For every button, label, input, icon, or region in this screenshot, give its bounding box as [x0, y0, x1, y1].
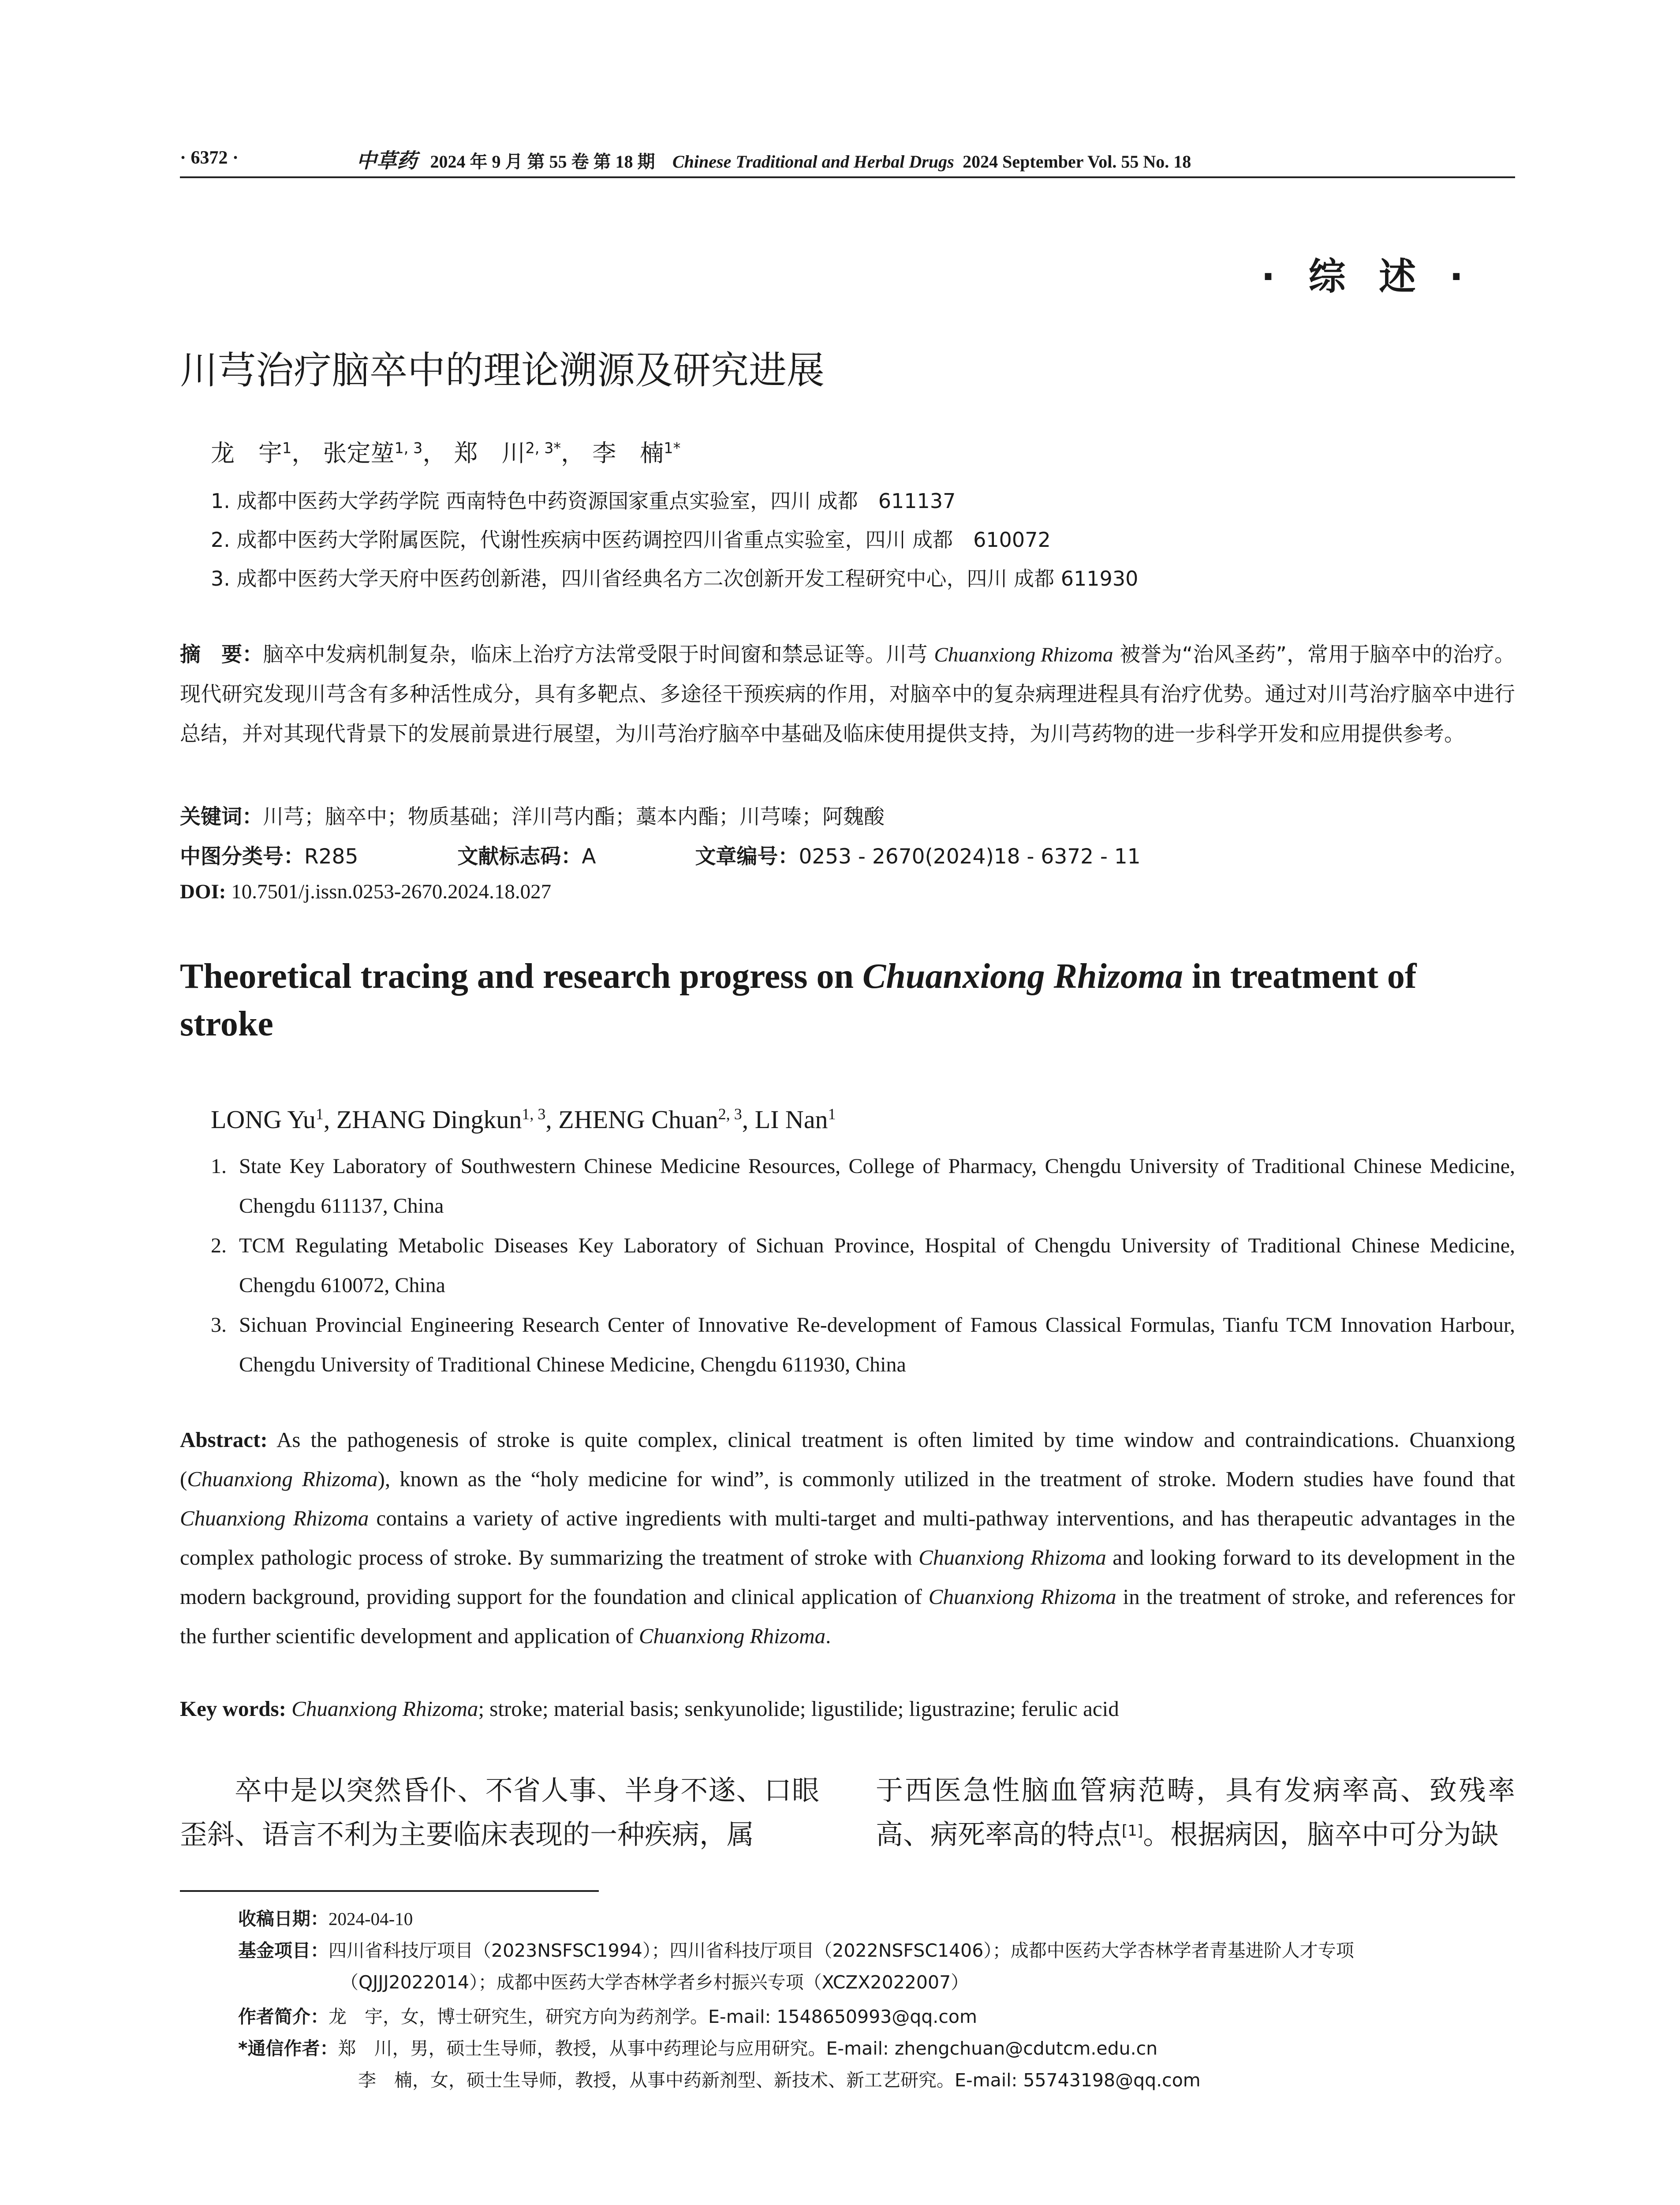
keywords-cn-text: 川芎；脑卒中；物质基础；洋川芎内酯；藁本内酯；川芎嗪；阿魏酸 [263, 805, 885, 829]
author-en: ZHENG Chuan [558, 1105, 718, 1134]
author-sup: 2, 3 [718, 1105, 742, 1123]
body-text: 于西医急性脑血管病范畴，具有发病率高、致残率高、病死率高的特点 [876, 1774, 1515, 1850]
footnote-corresponding [238, 2034, 1157, 2060]
clc-label: 中图分类号： [180, 845, 304, 869]
author-sup: 1* [664, 439, 681, 457]
affiliation-cn: 2. 成都中医药大学附属医院，代谢性疾病中医药调控四川省重点实验室，四川 成都 610072 [211, 528, 1051, 552]
footnote-received [238, 1904, 413, 1930]
affiliation-text: Sichuan Provincial Engineering Research Center of Innovative Re-development of Famous Classical Formulas, Tianfu TCM Innovation Harbour, Chengdu University of Traditional Chinese Medicine, Chengdu 611930, China [239, 1313, 1515, 1376]
affiliation-text: TCM Regulating Metabolic Diseases Key Laboratory of Sichuan Province, Hospital of Chengdu University of Traditional Chinese Medicine, Chengdu 610072, China [239, 1234, 1515, 1297]
affiliation-num: 3. [211, 1313, 227, 1337]
affiliation-cn: 3. 成都中医药大学天府中医药创新港，四川省经典名方二次创新开发工程研究中心，四川 成都 611930 [211, 567, 1139, 590]
author-cn: 张定堃 [323, 439, 395, 467]
author-sup: 1 [282, 439, 292, 457]
header-rule [180, 176, 1515, 178]
author-cn: 李 楠 [592, 439, 664, 467]
affiliation-text: State Key Laboratory of Southwestern Chinese Medicine Resources, College of Pharmacy, Chengdu University of Traditional Chinese Medicine, Chengdu 611137, China [239, 1155, 1515, 1218]
footnote-value: 四川省科技厅项目（2023NSFSC1994）；四川省科技厅项目（2022NSFSC1406）；成都中医药大学杏林学者青基进阶人才专项 [329, 1940, 1354, 1961]
footnote-fund-cont: （QJJJ2022014）；成都中医药大学杏林学者乡村振兴专项（XCZX2022007） [340, 1972, 969, 1993]
abstract-cn-text: 脑卒中发病机制复杂，临床上治疗方法常受限于时间窗和禁忌证等。川芎 [263, 643, 934, 667]
affiliation-num: 2. [211, 1234, 227, 1257]
footnote-author [238, 2002, 977, 2028]
doi-value: 10.7501/j.issn.0253-2670.2024.18.027 [231, 880, 552, 903]
abstract-cn-text: 被誉为“治风圣药”，常用于脑卒中的治疗。现代研究发现川芎含有多种活性成分，具有多靶点、多途径干预疾病的作用，对脑卒中的复杂病理进程具有治疗优势。通过对川芎治疗脑卒中进行总结，并对其现代背景下的发展前景进行展望，为川芎治疗脑卒中基础及临床使用提供支持，为川芎药物的进一步科学开发和应用提供参考。 [180, 643, 1515, 746]
author-en: LONG Yu [211, 1105, 316, 1134]
footnote-fund [238, 1936, 1354, 1962]
title-en-text: in treatment of stroke [180, 957, 1417, 1043]
author-sup: 2, 3* [525, 439, 561, 457]
affiliation-en [211, 1226, 1515, 1305]
abstract-en-label: Abstract: [180, 1428, 268, 1452]
journal-name-cn: 中草药 [356, 149, 417, 172]
author-en: LI Nan [754, 1105, 828, 1134]
section-label: ·综述· [1261, 255, 1497, 298]
abstract-cn [180, 635, 1515, 754]
keywords-en-label: Key words: [180, 1697, 286, 1721]
keywords-en-latin: Chuanxiong Rhizoma [291, 1697, 478, 1721]
authors-en: LONG Yu$^1$, ZHANG Dingkun$^{1, 3}$, ZHENG Chuan$^{2, 3}$, LI Nan$^1$ [211, 1105, 836, 1134]
footnote-corresponding-2: 李 楠，女，硕士生导师，教授，从事中药新剂型、新技术、新工艺研究。E-mail: 55743198@qq.com [358, 2070, 1201, 2091]
clc-value: R285 [304, 845, 358, 869]
affiliation-cn: 1. 成都中医药大学药学院 西南特色中药资源国家重点实验室，四川 成都 611137 [211, 489, 956, 513]
affiliation-en [211, 1147, 1515, 1226]
journal-name-en: Chinese Traditional and Herbal Drugs [672, 152, 954, 172]
title-cn: 川芎治疗脑卒中的理论溯源及研究进展 [180, 348, 825, 392]
abstract-cn-label: 摘 要： [180, 643, 263, 667]
title-en [180, 953, 1515, 1048]
body-column-right [876, 1768, 1515, 1857]
article-number-value: 0253 - 2670(2024)18 - 6372 - 11 [799, 845, 1141, 869]
author-en: ZHANG Dingkun [336, 1105, 522, 1134]
keywords-en [180, 1696, 1515, 1721]
running-header [180, 145, 1515, 171]
article-number-label: 文章编号： [695, 845, 799, 869]
footnote-label: 作者简介： [238, 2006, 329, 2027]
authors-cn: 龙 宇$^1$， 张定堃$^{1, 3}$， 郑 川$^{2, 3*}$， 李 楠$^{1*}$ [211, 439, 681, 467]
author-sup: 1 [315, 1105, 324, 1123]
keywords-cn-label: 关键词： [180, 805, 263, 829]
keywords-en-text: ; stroke; material basis; senkyunolide; ligustilide; ligustrazine; ferulic acid [478, 1697, 1119, 1721]
abstract-en: Abstract: As the pathogenesis of stroke is quite complex, clinical treatment is often limited by time window and contraindications. Chuanxiong (Chuanxiong Rhizoma), known as the “holy medicine for wind”, is commonly utilized in the treatment of stroke. Modern studies have found that Chuanxiong Rhizoma contains a variety of active ingredients with multi-target and multi-pathway interventions, and has therapeutic advantages in the complex pathologic process of stroke. By summarizing the treatment of stroke with Chuanxiong Rhizoma and looking forward to its development in the modern background, providing support for the foundation and clinical application of Chuanxiong Rhizoma in the treatment of stroke, and references for the further scientific development and application of Chuanxiong Rhizoma. [180, 1428, 1516, 1648]
footnote-value: 郑 川，男，硕士生导师，教授，从事中药理论与应用研究。E-mail: zhengchuan@cdutcm.edu.cn [338, 2038, 1158, 2059]
footnote-label: *通信作者： [238, 2038, 338, 2059]
footnote-value: 龙 宇，女，博士研究生，研究方向为药剂学。E-mail: 1548650993@qq.com [329, 2006, 977, 2027]
author-sup: 1 [828, 1105, 836, 1123]
abstract-cn-latin: Chuanxiong Rhizoma [934, 643, 1113, 666]
doc-code-value: A [582, 845, 596, 869]
doi-line [180, 880, 551, 904]
footnote-value: 2024-04-10 [329, 1909, 413, 1929]
doi-label: DOI: [180, 880, 226, 903]
keywords-cn [180, 800, 885, 830]
footnote-rule [180, 1890, 599, 1892]
footnote-label: 基金项目： [238, 1940, 329, 1961]
body-column-left: 卒中是以突然昏仆、不省人事、半身不遂、口眼歪斜、语言不利为主要临床表现的一种疾病，属 [180, 1774, 819, 1850]
affiliation-num: 1. [211, 1155, 227, 1178]
author-cn: 龙 宇 [211, 439, 282, 467]
author-cn: 郑 川 [454, 439, 526, 467]
title-en-text: Theoretical tracing and research progress on [180, 957, 863, 996]
footnote-label: 收稿日期： [238, 1908, 329, 1929]
body-text: 。根据病因，脑卒中可分为缺 [1143, 1818, 1499, 1850]
citation-ref[interactable]: [1] [1122, 1822, 1143, 1840]
affiliation-en [211, 1305, 1515, 1385]
title-en-latin: Chuanxiong Rhizoma [862, 957, 1183, 996]
journal-masthead [356, 145, 1191, 174]
author-sup: 1, 3 [522, 1105, 546, 1123]
issue-en: 2024 September Vol. 55 No. 18 [963, 152, 1191, 172]
doc-code-label: 文献标志码： [457, 845, 582, 869]
classification-line [180, 840, 1141, 870]
author-sup: 1, 3 [394, 439, 423, 457]
page-number: · 6372 · [180, 148, 239, 168]
issue-cn: 2024 年 9 月 第 55 卷 第 18 期 [430, 152, 655, 172]
